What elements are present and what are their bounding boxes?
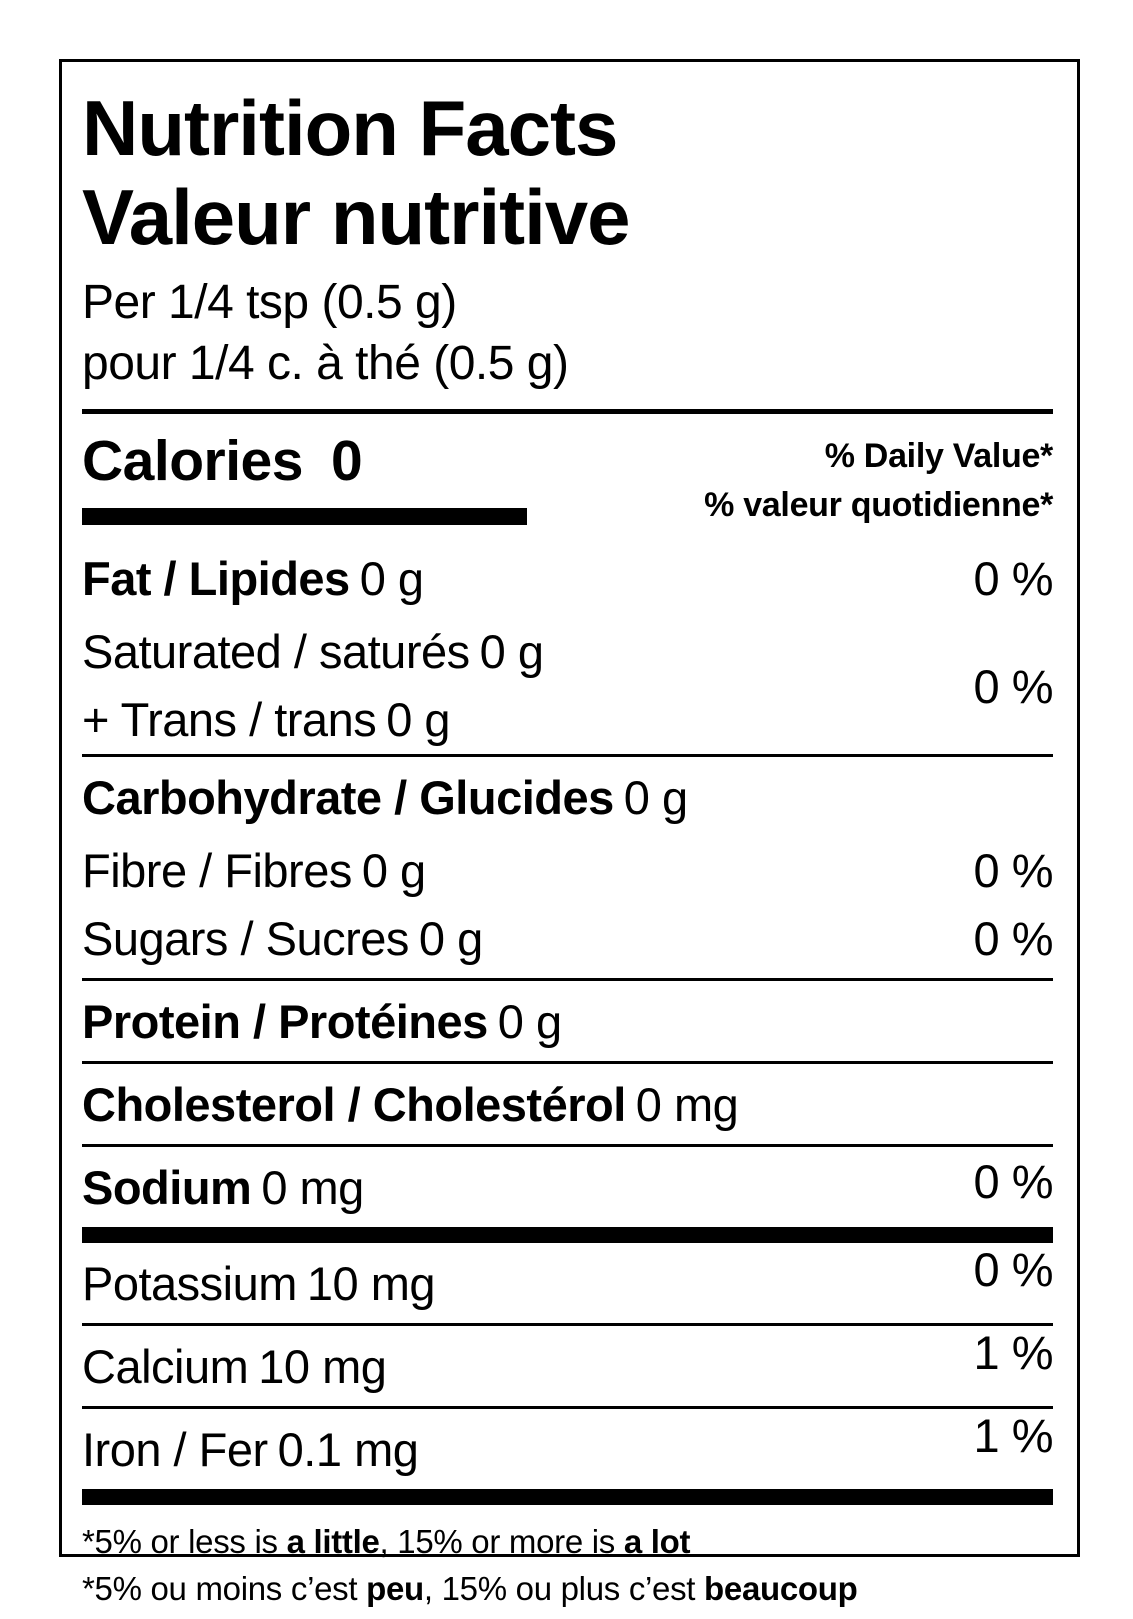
row-potassium (82, 1243, 1053, 1323)
potassium-daily-value: 0 % (973, 1243, 1053, 1297)
nutrition-facts-label (59, 59, 1080, 1608)
protein-amount: 0 g (497, 995, 562, 1049)
carbohydrate-amount: 0 g (623, 771, 688, 825)
footnote-fr-text: *5% ou moins c’est (82, 1570, 367, 1608)
fat-daily-value: 0 % (973, 552, 1053, 606)
footnotes (82, 1519, 1053, 1613)
sugars-daily-value: 0 % (973, 912, 1053, 966)
fat-name: Fat / Lipides (82, 552, 350, 606)
serving-size-english: Per 1/4 tsp (0.5 g) (82, 275, 457, 329)
row-trans (82, 686, 974, 754)
protein-name: Protein / Protéines (82, 995, 488, 1049)
serving-size-french: pour 1/4 c. à thé (0.5 g) (82, 337, 569, 391)
fibre-name: Fibre / Fibres (82, 844, 352, 898)
row-fat (82, 538, 1053, 618)
calcium-daily-value: 1 % (973, 1326, 1053, 1380)
sodium-amount: 0 mg (261, 1161, 364, 1215)
row-protein (82, 981, 1053, 1061)
fat-amount: 0 g (359, 552, 424, 606)
iron-daily-value: 1 % (973, 1409, 1053, 1463)
iron-amount: 0.1 mg (277, 1423, 419, 1477)
carbohydrate-name: Carbohydrate / Glucides (82, 771, 614, 825)
footnote-english (82, 1519, 1053, 1566)
title-french: Valeur nutritive (82, 172, 630, 261)
row-saturated (82, 618, 974, 686)
trans-name: + Trans / trans (82, 693, 377, 747)
sugars-amount: 0 g (418, 912, 483, 966)
potassium-amount: 10 mg (306, 1257, 436, 1311)
fibre-amount: 0 g (361, 844, 426, 898)
row-fibre (82, 837, 1053, 905)
footnote-en-a-lot: a lot (623, 1523, 691, 1561)
calories-section (82, 414, 1053, 539)
sugars-name: Sugars / Sucres (82, 912, 409, 966)
calcium-amount: 10 mg (258, 1340, 387, 1394)
row-sugars (82, 905, 1053, 978)
row-carbohydrate (82, 757, 1053, 837)
sodium-daily-value: 0 % (973, 1155, 1053, 1209)
row-calcium (82, 1326, 1053, 1406)
cholesterol-name: Cholesterol / Cholestérol (82, 1078, 626, 1132)
thick-divider (82, 1227, 1053, 1243)
calcium-name: Calcium (82, 1340, 249, 1394)
footnote-french (82, 1566, 1053, 1613)
daily-value-header (704, 428, 1053, 531)
sodium-name: Sodium (82, 1161, 252, 1215)
daily-value-header-english: % Daily Value* (824, 436, 1053, 475)
calories-value: 0 (330, 428, 363, 493)
row-iron (82, 1409, 1053, 1489)
iron-name: Iron / Fer (82, 1423, 268, 1477)
fibre-daily-value: 0 % (973, 844, 1053, 898)
footnote-en-text: , 15% or more is (379, 1523, 624, 1561)
cholesterol-amount: 0 mg (635, 1078, 739, 1132)
footnote-fr-text: , 15% ou plus c’est (423, 1570, 705, 1608)
daily-value-header-french: % valeur quotidienne* (704, 485, 1053, 524)
potassium-name: Potassium (82, 1257, 297, 1311)
saturated-trans-group (82, 618, 1053, 754)
footnote-fr-peu: peu (366, 1570, 424, 1608)
saturated-name: Saturated / saturés (82, 625, 470, 679)
saturated-amount: 0 g (479, 625, 544, 679)
calories-label: Calories (82, 428, 303, 493)
saturated-trans-daily-value: 0 % (973, 659, 1053, 713)
footnote-fr-beaucoup: beaucoup (704, 1570, 858, 1608)
trans-amount: 0 g (386, 693, 451, 747)
calories-block (82, 428, 527, 525)
thick-divider (82, 1489, 1053, 1505)
footnote-en-text: *5% or less is (82, 1523, 287, 1561)
row-cholesterol (82, 1064, 1053, 1144)
title-english: Nutrition Facts (82, 84, 618, 172)
calories-underline-bar (82, 508, 527, 525)
row-sodium (82, 1147, 1053, 1227)
label-header (82, 84, 1053, 395)
calories-line (82, 428, 527, 494)
footnote-en-a-little: a little (286, 1523, 380, 1561)
